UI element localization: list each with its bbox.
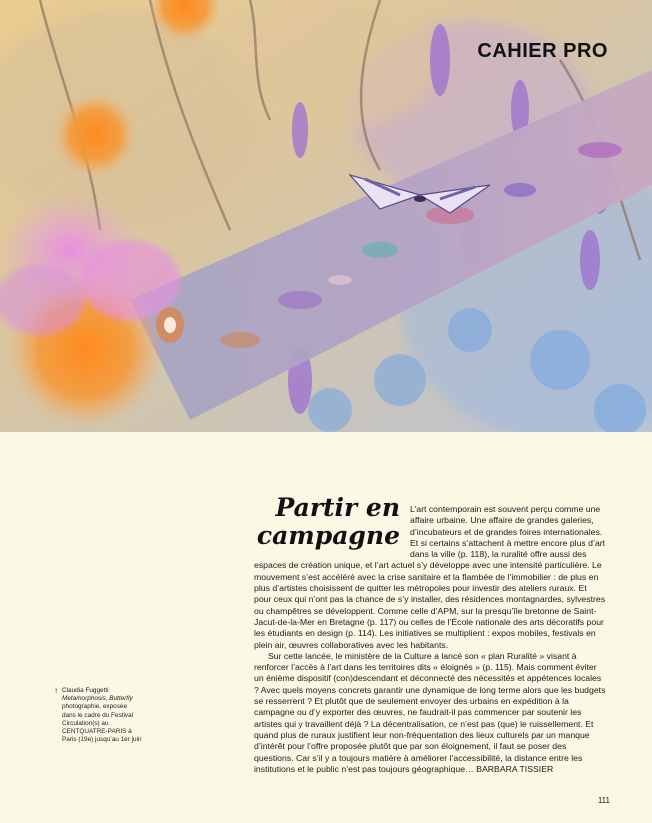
article-title-line-2: campagne bbox=[256, 521, 400, 550]
caption-artist: Claudia Fuggetti bbox=[62, 687, 109, 694]
caption-line: dans le cadre du Festival bbox=[62, 711, 134, 719]
paragraph-2-text: Sur cette lancée, le ministère de la Culture a lancé son « plan Ruralité » visant à renforcer l’accès à l’art dans les territoires dits « éloignés » (p. 115). Mais comment éviter un énième dispositif (con)descendant et déconnecté des nécessités et appétences locales ? Avec quels moyens concrets garantir une dynamique de long terme alors que les budgets se resserrent ? Et plutôt que de seulement envoyer des urbains en expédition à la campagne ou d’y exporter des œuvres, ne faudrait-il pas commencer par soutenir les artistes qui y travaillent déjà ? La décentralisation, ce n’est pas (que) le ruissellement. Et quand plus de ruraux justifient leur non-fréquentation des lieux culturels par un manque d’intérêt pour l’offre proposée plutôt que par son éloignement, il faut se poser des questions. Car s’il y a toujours matière à améliorer l’accessibilité, la distance entre les institutions et le public n’est pas toujours géographique… bbox=[254, 650, 606, 774]
arrow-up-icon: ↑ bbox=[54, 686, 58, 695]
paragraph-2 bbox=[254, 651, 606, 775]
caption-line: Circulation(s) au bbox=[62, 719, 109, 727]
page-number: 111 bbox=[597, 796, 610, 805]
author-byline: BARBARA TISSIER bbox=[476, 763, 554, 774]
caption-line: photographie, exposée bbox=[62, 703, 128, 711]
caption-line: CENTQUATRE-PARIS à bbox=[62, 728, 132, 736]
caption-work: Metamorphosis, Butterfly bbox=[62, 695, 133, 703]
paragraph-1: L’art contemporain est souvent perçu comme une affaire urbaine. Une affaire de grandes galeries, d’incubateurs et de grandes foires internationales. Et si certains s’attachent à mettre encore plus d’art dans la ville (p. 118), la ruralité offre aussi des espaces de création unique, et l’art actuel s’y développe avec une intensité particulière. Le mouvement s’est accéléré avec la crise sanitaire et la flambée de l’immobilier : de plus en plus d’artistes choisissent de quitter les métropoles pour investir des ateliers ruraux. Et pour ceux qui n’ont pas la chance de s’y installer, des résidences montagnardes, sylvestres ou champêtres se développent. Comme celle d’APM, sur la presqu’île bretonne de Saint-Jacut-de-la-Mer en Bretagne (p. 117) ou celles de l’École nationale des arts décoratifs pour les étudiants en design (p. 114). Les initiatives se multiplient : expos mobiles, festivals en plein air, œuvres collaboratives avec les habitants. bbox=[254, 504, 606, 650]
section-label: CAHIER PRO bbox=[477, 40, 608, 62]
article-title-line-1: Partir en bbox=[275, 493, 400, 522]
caption-line: Paris (19e) jusqu’au 1er juin bbox=[62, 736, 142, 744]
photo-caption bbox=[54, 686, 172, 744]
title-space bbox=[254, 504, 410, 560]
article-body bbox=[254, 504, 606, 775]
